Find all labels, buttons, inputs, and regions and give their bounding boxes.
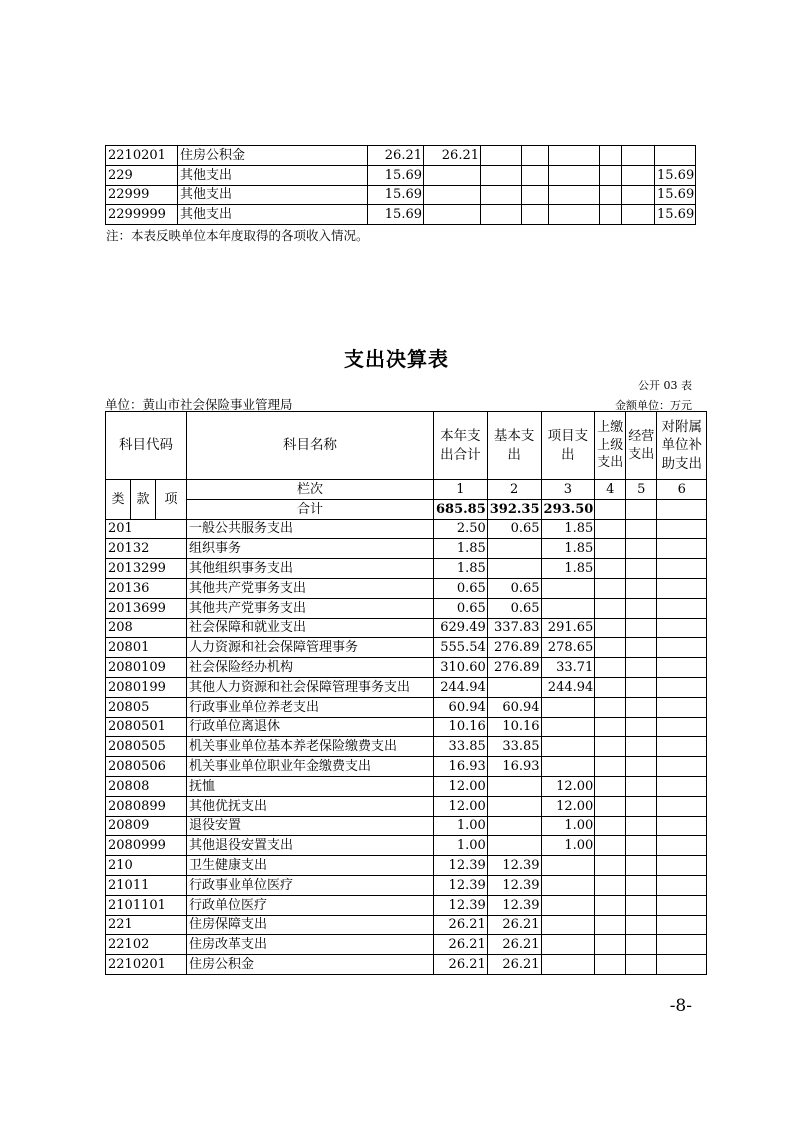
business-amount-cell bbox=[626, 796, 657, 816]
superior-amount-cell bbox=[595, 935, 626, 955]
basic-amount-cell bbox=[487, 816, 541, 836]
subject-name-cell: 其他组织事务支出 bbox=[187, 559, 434, 579]
project-amount-cell bbox=[541, 915, 595, 935]
superior-amount-cell bbox=[595, 539, 626, 559]
table-row bbox=[106, 598, 707, 618]
business-amount-cell bbox=[626, 598, 657, 618]
business-amount-cell bbox=[626, 618, 657, 638]
col-num-3: 3 bbox=[541, 480, 595, 500]
amount-cell-c8: 15.69 bbox=[655, 205, 696, 225]
project-amount-cell bbox=[541, 598, 595, 618]
subsidiary-amount-cell bbox=[657, 598, 707, 618]
subject-name-cell: 行政单位离退休 bbox=[187, 717, 434, 737]
basic-amount-cell bbox=[487, 836, 541, 856]
basic-amount-cell bbox=[487, 559, 541, 579]
amount-cell-c1: 15.69 bbox=[368, 205, 424, 225]
basic-amount-cell: 276.89 bbox=[487, 658, 541, 678]
subsidiary-amount-cell bbox=[657, 559, 707, 579]
amount-cell-c7 bbox=[622, 205, 655, 225]
business-amount-cell bbox=[626, 915, 657, 935]
total-amount-cell: 12.39 bbox=[434, 895, 488, 915]
subject-code-cell: 210 bbox=[106, 856, 187, 876]
subject-code-cell: 2080506 bbox=[106, 757, 187, 777]
superior-amount-cell bbox=[595, 836, 626, 856]
subsidiary-amount-cell bbox=[657, 875, 707, 895]
business-amount-cell bbox=[626, 776, 657, 796]
total-amount-cell: 10.16 bbox=[434, 717, 488, 737]
superior-amount-cell bbox=[595, 658, 626, 678]
project-amount-cell: 1.00 bbox=[541, 836, 595, 856]
subject-code-cell: 20136 bbox=[106, 578, 187, 598]
business-amount-cell bbox=[626, 875, 657, 895]
basic-amount-cell: 26.21 bbox=[487, 955, 541, 975]
subject-name-cell: 退役安置 bbox=[187, 816, 434, 836]
business-amount-cell bbox=[626, 856, 657, 876]
superior-amount-cell bbox=[595, 816, 626, 836]
total-amount-cell: 2.50 bbox=[434, 519, 488, 539]
superior-amount-cell bbox=[595, 955, 626, 975]
basic-amount-cell: 33.85 bbox=[487, 737, 541, 757]
table-note: 注：本表反映单位本年度取得的各项收入情况。 bbox=[106, 228, 369, 243]
amount-cell-c6 bbox=[600, 165, 622, 185]
subject-name-cell: 其他支出 bbox=[178, 205, 368, 225]
project-amount-cell bbox=[541, 578, 595, 598]
amount-cell-c8 bbox=[655, 146, 696, 166]
income-table-continuation bbox=[105, 145, 696, 225]
project-amount-cell: 1.00 bbox=[541, 816, 595, 836]
superior-amount-cell bbox=[595, 638, 626, 658]
header-subject-name: 科目名称 bbox=[187, 412, 434, 480]
superior-amount-cell bbox=[595, 895, 626, 915]
project-amount-cell bbox=[541, 895, 595, 915]
table-row bbox=[106, 895, 707, 915]
subject-name-cell: 一般公共服务支出 bbox=[187, 519, 434, 539]
subsidiary-amount-cell bbox=[657, 796, 707, 816]
project-amount-cell: 278.65 bbox=[541, 638, 595, 658]
table-row bbox=[106, 776, 707, 796]
form-code: 公开 03 表 bbox=[638, 379, 692, 392]
subject-code-cell: 20801 bbox=[106, 638, 187, 658]
business-amount-cell bbox=[626, 677, 657, 697]
subsidiary-amount-cell bbox=[657, 955, 707, 975]
table-row bbox=[106, 539, 707, 559]
basic-amount-cell: 276.89 bbox=[487, 638, 541, 658]
subject-name-cell: 其他优抚支出 bbox=[187, 796, 434, 816]
subsidiary-amount-cell bbox=[657, 697, 707, 717]
table-row bbox=[106, 638, 707, 658]
project-amount-cell: 12.00 bbox=[541, 776, 595, 796]
business-amount-cell bbox=[626, 658, 657, 678]
basic-amount-cell: 12.39 bbox=[487, 875, 541, 895]
subsidiary-amount-cell bbox=[657, 757, 707, 777]
business-amount-cell bbox=[626, 955, 657, 975]
subject-code-cell: 2013299 bbox=[106, 559, 187, 579]
amount-cell-c6 bbox=[600, 205, 622, 225]
basic-amount-cell: 0.65 bbox=[487, 598, 541, 618]
basic-amount-cell: 337.83 bbox=[487, 618, 541, 638]
subject-code-cell: 2210201 bbox=[106, 955, 187, 975]
subsidiary-amount-cell bbox=[657, 895, 707, 915]
subject-code-cell: 2080899 bbox=[106, 796, 187, 816]
project-amount-cell bbox=[541, 697, 595, 717]
project-amount-cell bbox=[541, 757, 595, 777]
header-column-label: 栏次 bbox=[187, 480, 434, 500]
subject-name-cell: 其他共产党事务支出 bbox=[187, 598, 434, 618]
superior-amount-cell bbox=[595, 856, 626, 876]
subject-name-cell: 社会保障和就业支出 bbox=[187, 618, 434, 638]
subject-name-cell: 住房改革支出 bbox=[187, 935, 434, 955]
subsidiary-amount-cell bbox=[657, 519, 707, 539]
header-xiang: 项 bbox=[156, 480, 187, 520]
amount-cell-c2 bbox=[424, 205, 481, 225]
total-amount-cell: 1.85 bbox=[434, 539, 488, 559]
subsidiary-amount-cell bbox=[657, 737, 707, 757]
subsidiary-amount-cell bbox=[657, 658, 707, 678]
project-amount-cell bbox=[541, 856, 595, 876]
table-row bbox=[106, 935, 707, 955]
business-amount-cell bbox=[626, 895, 657, 915]
amount-cell-c1: 15.69 bbox=[368, 165, 424, 185]
col-num-2: 2 bbox=[487, 480, 541, 500]
amount-cell-c8: 15.69 bbox=[655, 165, 696, 185]
income-table-body bbox=[106, 146, 696, 225]
table-row bbox=[106, 697, 707, 717]
amount-cell-c7 bbox=[622, 146, 655, 166]
business-amount-cell bbox=[626, 559, 657, 579]
basic-amount-cell bbox=[487, 776, 541, 796]
basic-amount-cell: 16.93 bbox=[487, 757, 541, 777]
subject-code-cell: 22102 bbox=[106, 935, 187, 955]
table-row bbox=[106, 578, 707, 598]
total-amount-cell: 26.21 bbox=[434, 915, 488, 935]
page-number: -8- bbox=[669, 996, 692, 1016]
superior-amount-cell bbox=[595, 697, 626, 717]
subject-name-cell: 行政事业单位医疗 bbox=[187, 875, 434, 895]
basic-amount-cell: 12.39 bbox=[487, 895, 541, 915]
header-total: 本年支出合计 bbox=[434, 412, 488, 480]
subject-code-cell: 22999 bbox=[106, 185, 178, 205]
table-title: 支出决算表 bbox=[344, 347, 449, 371]
superior-amount-cell bbox=[595, 677, 626, 697]
business-amount-cell bbox=[626, 816, 657, 836]
basic-amount-cell: 10.16 bbox=[487, 717, 541, 737]
header-project: 项目支出 bbox=[541, 412, 595, 480]
basic-amount-cell: 26.21 bbox=[487, 935, 541, 955]
total-amount-cell: 1.00 bbox=[434, 836, 488, 856]
table-row bbox=[106, 816, 707, 836]
total-basic: 392.35 bbox=[487, 499, 541, 519]
project-amount-cell: 1.85 bbox=[541, 559, 595, 579]
amount-cell-c2 bbox=[424, 165, 481, 185]
business-amount-cell bbox=[626, 638, 657, 658]
basic-amount-cell: 26.21 bbox=[487, 915, 541, 935]
subject-code-cell: 2080501 bbox=[106, 717, 187, 737]
subject-name-cell: 抚恤 bbox=[187, 776, 434, 796]
amount-cell-c3 bbox=[481, 185, 522, 205]
project-amount-cell: 33.71 bbox=[541, 658, 595, 678]
business-amount-cell bbox=[626, 519, 657, 539]
total-amount-cell: 12.39 bbox=[434, 856, 488, 876]
amount-cell-c3 bbox=[481, 146, 522, 166]
project-amount-cell bbox=[541, 717, 595, 737]
project-amount-cell: 1.85 bbox=[541, 519, 595, 539]
total-business bbox=[626, 499, 657, 519]
subject-code-cell: 2210201 bbox=[106, 146, 178, 166]
project-amount-cell bbox=[541, 737, 595, 757]
business-amount-cell bbox=[626, 717, 657, 737]
total-amount-cell: 0.65 bbox=[434, 598, 488, 618]
subject-code-cell: 2013699 bbox=[106, 598, 187, 618]
basic-amount-cell bbox=[487, 677, 541, 697]
project-amount-cell: 244.94 bbox=[541, 677, 595, 697]
total-amount-cell: 244.94 bbox=[434, 677, 488, 697]
table-row bbox=[106, 836, 707, 856]
subject-code-cell: 2299999 bbox=[106, 205, 178, 225]
total-amount-cell: 16.93 bbox=[434, 757, 488, 777]
superior-amount-cell bbox=[595, 578, 626, 598]
amount-cell-c1: 26.21 bbox=[368, 146, 424, 166]
subject-name-cell: 组织事务 bbox=[187, 539, 434, 559]
subsidiary-amount-cell bbox=[657, 836, 707, 856]
subsidiary-amount-cell bbox=[657, 717, 707, 737]
amount-cell-c3 bbox=[481, 165, 522, 185]
total-amount-cell: 310.60 bbox=[434, 658, 488, 678]
subsidiary-amount-cell bbox=[657, 816, 707, 836]
business-amount-cell bbox=[626, 737, 657, 757]
total-subsidiary bbox=[657, 499, 707, 519]
amount-cell-c3 bbox=[481, 205, 522, 225]
amount-cell-c8: 15.69 bbox=[655, 185, 696, 205]
table-row bbox=[106, 875, 707, 895]
total-label: 合计 bbox=[187, 499, 434, 519]
table-row bbox=[106, 796, 707, 816]
business-amount-cell bbox=[626, 539, 657, 559]
superior-amount-cell bbox=[595, 915, 626, 935]
amount-cell-c6 bbox=[600, 146, 622, 166]
superior-amount-cell bbox=[595, 519, 626, 539]
amount-cell-c4 bbox=[522, 205, 549, 225]
amount-cell-c5 bbox=[549, 185, 600, 205]
col-num-5: 5 bbox=[626, 480, 657, 500]
total-sum: 685.85 bbox=[434, 499, 488, 519]
subject-code-cell: 2080109 bbox=[106, 658, 187, 678]
subject-name-cell: 其他退役安置支出 bbox=[187, 836, 434, 856]
project-amount-cell bbox=[541, 875, 595, 895]
table-row bbox=[106, 955, 707, 975]
amount-cell-c2 bbox=[424, 185, 481, 205]
business-amount-cell bbox=[626, 836, 657, 856]
business-amount-cell bbox=[626, 935, 657, 955]
header-kuan: 款 bbox=[131, 480, 156, 520]
project-amount-cell: 12.00 bbox=[541, 796, 595, 816]
total-row bbox=[106, 499, 707, 519]
table-row bbox=[106, 658, 707, 678]
subsidiary-amount-cell bbox=[657, 935, 707, 955]
subject-name-cell: 其他共产党事务支出 bbox=[187, 578, 434, 598]
project-amount-cell: 1.85 bbox=[541, 539, 595, 559]
header-business: 经营支出 bbox=[626, 412, 657, 480]
total-amount-cell: 12.00 bbox=[434, 776, 488, 796]
money-unit-label: 金额单位：万元 bbox=[615, 399, 692, 412]
subsidiary-amount-cell bbox=[657, 539, 707, 559]
subject-name-cell: 机关事业单位基本养老保险缴费支出 bbox=[187, 737, 434, 757]
superior-amount-cell bbox=[595, 875, 626, 895]
total-amount-cell: 60.94 bbox=[434, 697, 488, 717]
total-amount-cell: 629.49 bbox=[434, 618, 488, 638]
subject-code-cell: 201 bbox=[106, 519, 187, 539]
amount-cell-c2: 26.21 bbox=[424, 146, 481, 166]
basic-amount-cell: 0.65 bbox=[487, 519, 541, 539]
subject-code-cell: 2080999 bbox=[106, 836, 187, 856]
amount-cell-c7 bbox=[622, 165, 655, 185]
col-num-4: 4 bbox=[595, 480, 626, 500]
superior-amount-cell bbox=[595, 618, 626, 638]
subject-name-cell: 行政单位医疗 bbox=[187, 895, 434, 915]
basic-amount-cell bbox=[487, 539, 541, 559]
col-num-6: 6 bbox=[657, 480, 707, 500]
subsidiary-amount-cell bbox=[657, 578, 707, 598]
business-amount-cell bbox=[626, 757, 657, 777]
subject-name-cell: 人力资源和社会保障管理事务 bbox=[187, 638, 434, 658]
total-amount-cell: 1.00 bbox=[434, 816, 488, 836]
subject-code-cell: 208 bbox=[106, 618, 187, 638]
subsidiary-amount-cell bbox=[657, 677, 707, 697]
amount-cell-c1: 15.69 bbox=[368, 185, 424, 205]
table-row bbox=[106, 205, 696, 225]
header-subsidiary: 对附属单位补助支出 bbox=[657, 412, 707, 480]
project-amount-cell: 291.65 bbox=[541, 618, 595, 638]
subject-name-cell: 社会保险经办机构 bbox=[187, 658, 434, 678]
total-superior bbox=[595, 499, 626, 519]
business-amount-cell bbox=[626, 697, 657, 717]
superior-amount-cell bbox=[595, 737, 626, 757]
table-row bbox=[106, 146, 696, 166]
subsidiary-amount-cell bbox=[657, 915, 707, 935]
subject-code-cell: 2101101 bbox=[106, 895, 187, 915]
total-amount-cell: 12.00 bbox=[434, 796, 488, 816]
subject-code-cell: 2080199 bbox=[106, 677, 187, 697]
superior-amount-cell bbox=[595, 559, 626, 579]
subject-name-cell: 其他支出 bbox=[178, 185, 368, 205]
header-lei: 类 bbox=[106, 480, 131, 520]
subject-code-cell: 229 bbox=[106, 165, 178, 185]
superior-amount-cell bbox=[595, 717, 626, 737]
column-number-row bbox=[106, 480, 707, 500]
subject-name-cell: 住房保障支出 bbox=[187, 915, 434, 935]
table-row bbox=[106, 757, 707, 777]
unit-label: 单位：黄山市社会保险事业管理局 bbox=[105, 397, 293, 412]
subsidiary-amount-cell bbox=[657, 856, 707, 876]
subject-name-cell: 其他支出 bbox=[178, 165, 368, 185]
basic-amount-cell: 12.39 bbox=[487, 856, 541, 876]
total-amount-cell: 26.21 bbox=[434, 935, 488, 955]
amount-cell-c5 bbox=[549, 146, 600, 166]
total-project: 293.50 bbox=[541, 499, 595, 519]
project-amount-cell bbox=[541, 935, 595, 955]
basic-amount-cell: 60.94 bbox=[487, 697, 541, 717]
superior-amount-cell bbox=[595, 796, 626, 816]
total-amount-cell: 555.54 bbox=[434, 638, 488, 658]
table-row bbox=[106, 519, 707, 539]
subject-code-cell: 20805 bbox=[106, 697, 187, 717]
table-row bbox=[106, 856, 707, 876]
basic-amount-cell bbox=[487, 796, 541, 816]
subject-name-cell: 卫生健康支出 bbox=[187, 856, 434, 876]
subject-code-cell: 2080505 bbox=[106, 737, 187, 757]
amount-cell-c5 bbox=[549, 205, 600, 225]
header-superior: 上缴上级支出 bbox=[595, 412, 626, 480]
subject-name-cell: 机关事业单位职业年金缴费支出 bbox=[187, 757, 434, 777]
table-row bbox=[106, 185, 696, 205]
subsidiary-amount-cell bbox=[657, 638, 707, 658]
table-row bbox=[106, 618, 707, 638]
project-amount-cell bbox=[541, 955, 595, 975]
subject-code-cell: 20808 bbox=[106, 776, 187, 796]
header-subject-code: 科目代码 bbox=[106, 412, 187, 480]
business-amount-cell bbox=[626, 578, 657, 598]
subject-name-cell: 住房公积金 bbox=[178, 146, 368, 166]
table-row bbox=[106, 677, 707, 697]
amount-cell-c5 bbox=[549, 165, 600, 185]
basic-amount-cell: 0.65 bbox=[487, 578, 541, 598]
header-basic: 基本支出 bbox=[487, 412, 541, 480]
subject-name-cell: 住房公积金 bbox=[187, 955, 434, 975]
total-amount-cell: 12.39 bbox=[434, 875, 488, 895]
subject-name-cell: 行政事业单位养老支出 bbox=[187, 697, 434, 717]
subject-name-cell: 其他人力资源和社会保障管理事务支出 bbox=[187, 677, 434, 697]
subsidiary-amount-cell bbox=[657, 618, 707, 638]
table-row bbox=[106, 915, 707, 935]
total-amount-cell: 33.85 bbox=[434, 737, 488, 757]
expense-table bbox=[105, 411, 707, 975]
amount-cell-c7 bbox=[622, 185, 655, 205]
amount-cell-c4 bbox=[522, 185, 549, 205]
total-amount-cell: 1.85 bbox=[434, 559, 488, 579]
subject-code-cell: 21011 bbox=[106, 875, 187, 895]
header-row bbox=[106, 412, 707, 480]
expense-table-body bbox=[106, 412, 707, 975]
amount-cell-c4 bbox=[522, 165, 549, 185]
total-amount-cell: 0.65 bbox=[434, 578, 488, 598]
subject-code-cell: 20132 bbox=[106, 539, 187, 559]
subsidiary-amount-cell bbox=[657, 776, 707, 796]
superior-amount-cell bbox=[595, 757, 626, 777]
superior-amount-cell bbox=[595, 598, 626, 618]
table-row bbox=[106, 559, 707, 579]
superior-amount-cell bbox=[595, 776, 626, 796]
amount-cell-c6 bbox=[600, 185, 622, 205]
col-num-1: 1 bbox=[434, 480, 488, 500]
table-row bbox=[106, 717, 707, 737]
subject-code-cell: 221 bbox=[106, 915, 187, 935]
total-amount-cell: 26.21 bbox=[434, 955, 488, 975]
subject-code-cell: 20809 bbox=[106, 816, 187, 836]
amount-cell-c4 bbox=[522, 146, 549, 166]
table-row bbox=[106, 737, 707, 757]
table-row bbox=[106, 165, 696, 185]
